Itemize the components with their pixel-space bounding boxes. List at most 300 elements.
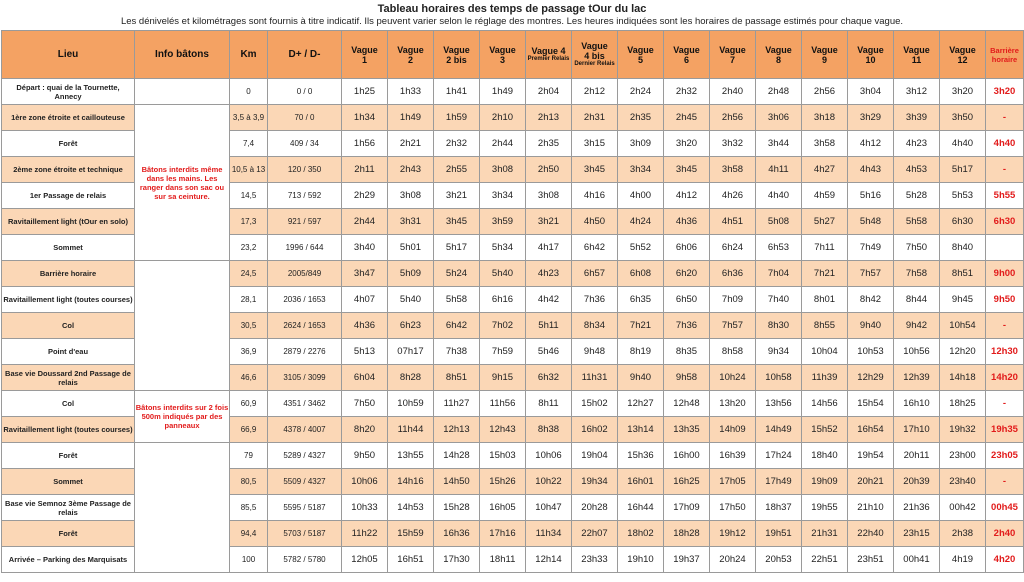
cell-time: 4h12	[664, 183, 710, 209]
cell-time: 6h30	[940, 209, 986, 235]
cell-time: 12h05	[342, 547, 388, 573]
cell-km: 79	[230, 443, 268, 469]
info-note-2: Bâtons interdits sur 2 fois 500m indiqués par des panneaux	[135, 391, 230, 443]
cell-time: 8h51	[940, 261, 986, 287]
cell-km: 23,2	[230, 235, 268, 261]
cell-time: 4h43	[848, 157, 894, 183]
cell-time: 17h50	[710, 495, 756, 521]
cell-time: 4h50	[572, 209, 618, 235]
cell-barrier: -	[986, 157, 1024, 183]
header-wave-number: 1	[361, 54, 367, 65]
table-row	[2, 443, 1024, 469]
cell-time: 16h25	[664, 469, 710, 495]
header-wave	[802, 31, 848, 79]
cell-time: 12h29	[848, 365, 894, 391]
header-barrier: Barrière horaire	[986, 31, 1024, 79]
cell-time: 1h56	[342, 131, 388, 157]
cell-time: 7h59	[480, 339, 526, 365]
cell-km: 66,9	[230, 417, 268, 443]
cell-dplus: 5703 / 5187	[268, 521, 342, 547]
cell-barrier: -	[986, 105, 1024, 131]
cell-time: 2h55	[434, 157, 480, 183]
cell-time: 3h44	[756, 131, 802, 157]
cell-time: 2h31	[572, 105, 618, 131]
cell-barrier: 9h50	[986, 287, 1024, 313]
cell-barrier: -	[986, 469, 1024, 495]
header-wave-label: Vague	[719, 44, 746, 55]
cell-time: 10h24	[710, 365, 756, 391]
cell-time: 22h40	[848, 521, 894, 547]
cell-time: 8h30	[756, 313, 802, 339]
cell-time: 6h20	[664, 261, 710, 287]
header-dplus: D+ / D-	[268, 31, 342, 79]
cell-time: 14h49	[756, 417, 802, 443]
cell-time: 12h27	[618, 391, 664, 417]
cell-lieu: 2ème zone étroite et technique	[2, 157, 135, 183]
cell-time: 10h33	[342, 495, 388, 521]
cell-time: 14h09	[710, 417, 756, 443]
cell-time: 6h32	[526, 365, 572, 391]
cell-time: 2h43	[388, 157, 434, 183]
header-wave-label: Vague	[351, 44, 378, 55]
cell-time: 8h35	[664, 339, 710, 365]
header-wave	[618, 31, 664, 79]
cell-lieu: 1er Passage de relais	[2, 183, 135, 209]
cell-time: 15h36	[618, 443, 664, 469]
cell-dplus: 5782 / 5780	[268, 547, 342, 573]
cell-time: 6h23	[388, 313, 434, 339]
cell-time: 13h55	[388, 443, 434, 469]
cell-time: 7h09	[710, 287, 756, 313]
cell-km: 36,9	[230, 339, 268, 365]
cell-km: 28,1	[230, 287, 268, 313]
table-row	[2, 391, 1024, 417]
cell-time: 6h04	[342, 365, 388, 391]
cell-km: 3,5 à 3,9	[230, 105, 268, 131]
header-wave	[848, 31, 894, 79]
cell-time: 5h17	[940, 157, 986, 183]
header-wave	[572, 31, 618, 79]
cell-time: 19h32	[940, 417, 986, 443]
cell-dplus: 120 / 350	[268, 157, 342, 183]
cell-time: 10h47	[526, 495, 572, 521]
cell-time: 4h11	[756, 157, 802, 183]
table-row	[2, 261, 1024, 287]
cell-time: 16h02	[572, 417, 618, 443]
cell-barrier: 14h20	[986, 365, 1024, 391]
cell-time: 5h48	[848, 209, 894, 235]
cell-time: 3h18	[802, 105, 848, 131]
cell-time: 4h12	[848, 131, 894, 157]
cell-time: 8h55	[802, 313, 848, 339]
header-wave	[894, 31, 940, 79]
cell-time: 4h51	[710, 209, 756, 235]
header-km: Km	[230, 31, 268, 79]
cell-time: 16h44	[618, 495, 664, 521]
cell-time: 3h47	[342, 261, 388, 287]
cell-time: 7h49	[848, 235, 894, 261]
info-note-empty	[135, 261, 230, 391]
cell-time: 3h32	[710, 131, 756, 157]
cell-time: 6h35	[618, 287, 664, 313]
cell-time: 11h39	[802, 365, 848, 391]
cell-time: 3h59	[480, 209, 526, 235]
cell-km: 14,5	[230, 183, 268, 209]
cell-time: 7h57	[848, 261, 894, 287]
cell-time: 2h04	[526, 79, 572, 105]
cell-lieu: Point d'eau	[2, 339, 135, 365]
cell-time: 13h35	[664, 417, 710, 443]
cell-time: 11h22	[342, 521, 388, 547]
cell-time: 17h24	[756, 443, 802, 469]
cell-dplus: 4378 / 4007	[268, 417, 342, 443]
cell-time: 5h58	[894, 209, 940, 235]
cell-time: 10h56	[894, 339, 940, 365]
cell-time: 8h19	[618, 339, 664, 365]
cell-time: 10h06	[526, 443, 572, 469]
cell-time: 1h33	[388, 79, 434, 105]
header-wave-number: 2	[407, 54, 413, 65]
cell-km: 60,9	[230, 391, 268, 417]
cell-time: 8h40	[940, 235, 986, 261]
header-wave-label: Vague 4	[531, 46, 566, 56]
cell-time: 15h52	[802, 417, 848, 443]
cell-barrier: -	[986, 313, 1024, 339]
cell-time: 14h18	[940, 365, 986, 391]
cell-time: 13h20	[710, 391, 756, 417]
header-wave-note: Dernier Relais	[574, 61, 615, 67]
cell-time: 4h42	[526, 287, 572, 313]
header-wave	[480, 31, 526, 79]
cell-time: 3h08	[388, 183, 434, 209]
cell-dplus: 70 / 0	[268, 105, 342, 131]
cell-time: 6h36	[710, 261, 756, 287]
cell-time: 17h30	[434, 547, 480, 573]
cell-time: 4h23	[894, 131, 940, 157]
cell-time: 9h40	[618, 365, 664, 391]
cell-time: 5h40	[480, 261, 526, 287]
cell-time: 10h53	[848, 339, 894, 365]
cell-barrier: 23h05	[986, 443, 1024, 469]
cell-time: 7h58	[894, 261, 940, 287]
cell-time: 11h31	[572, 365, 618, 391]
cell-time: 9h34	[756, 339, 802, 365]
cell-time: 4h59	[802, 183, 848, 209]
cell-time: 16h01	[618, 469, 664, 495]
cell-time: 4h36	[664, 209, 710, 235]
cell-time: 19h54	[848, 443, 894, 469]
cell-dplus: 2624 / 1653	[268, 313, 342, 339]
cell-time: 14h50	[434, 469, 480, 495]
cell-time: 2h56	[802, 79, 848, 105]
cell-lieu: Arrivée – Parking des Marquisats	[2, 547, 135, 573]
cell-time: 6h42	[434, 313, 480, 339]
cell-barrier: 2h40	[986, 521, 1024, 547]
cell-time: 6h53	[756, 235, 802, 261]
cell-time: 7h50	[342, 391, 388, 417]
cell-time: 14h53	[388, 495, 434, 521]
cell-time: 9h48	[572, 339, 618, 365]
header-wave-label: Vague	[673, 44, 700, 55]
cell-time: 3h08	[480, 157, 526, 183]
cell-time: 20h53	[756, 547, 802, 573]
cell-lieu: Col	[2, 391, 135, 417]
cell-time: 16h10	[894, 391, 940, 417]
cell-time: 7h57	[710, 313, 756, 339]
cell-time: 14h56	[802, 391, 848, 417]
header-wave-number: 4 bis	[584, 51, 605, 61]
info-note-empty	[135, 79, 230, 105]
cell-dplus: 1996 / 644	[268, 235, 342, 261]
cell-time: 2h50	[526, 157, 572, 183]
cell-time: 16h05	[480, 495, 526, 521]
cell-time: 18h37	[756, 495, 802, 521]
cell-time: 4h36	[342, 313, 388, 339]
cell-barrier: -	[986, 391, 1024, 417]
cell-dplus: 2005/849	[268, 261, 342, 287]
cell-time: 14h16	[388, 469, 434, 495]
cell-time: 18h40	[802, 443, 848, 469]
header-wave-label: Vague	[949, 44, 976, 55]
cell-time: 8h20	[342, 417, 388, 443]
cell-time: 3h58	[710, 157, 756, 183]
cell-barrier: 3h20	[986, 79, 1024, 105]
cell-time: 5h46	[526, 339, 572, 365]
cell-time: 3h45	[664, 157, 710, 183]
cell-dplus: 3105 / 3099	[268, 365, 342, 391]
header-wave-number: 6	[683, 54, 689, 65]
cell-time: 5h34	[480, 235, 526, 261]
cell-time: 21h10	[848, 495, 894, 521]
cell-time: 21h31	[802, 521, 848, 547]
cell-time: 5h52	[618, 235, 664, 261]
cell-time: 19h10	[618, 547, 664, 573]
cell-time: 3h40	[342, 235, 388, 261]
cell-time: 4h07	[342, 287, 388, 313]
cell-time: 6h57	[572, 261, 618, 287]
cell-time: 12h20	[940, 339, 986, 365]
cell-time: 7h21	[802, 261, 848, 287]
cell-time: 16h39	[710, 443, 756, 469]
cell-time: 12h48	[664, 391, 710, 417]
cell-time: 12h43	[480, 417, 526, 443]
cell-time: 4h00	[618, 183, 664, 209]
cell-time: 19h51	[756, 521, 802, 547]
cell-time: 15h59	[388, 521, 434, 547]
header-wave-label: Vague	[811, 44, 838, 55]
cell-lieu: Forêt	[2, 131, 135, 157]
cell-time: 22h51	[802, 547, 848, 573]
cell-time: 3h39	[894, 105, 940, 131]
cell-time: 20h21	[848, 469, 894, 495]
cell-time: 3h09	[618, 131, 664, 157]
cell-time: 16h51	[388, 547, 434, 573]
cell-dplus: 2879 / 2276	[268, 339, 342, 365]
cell-time: 7h36	[572, 287, 618, 313]
cell-time: 9h58	[664, 365, 710, 391]
cell-km: 100	[230, 547, 268, 573]
cell-time: 5h13	[342, 339, 388, 365]
cell-time: 23h33	[572, 547, 618, 573]
cell-time: 10h06	[342, 469, 388, 495]
cell-time: 2h48	[756, 79, 802, 105]
cell-time: 7h02	[480, 313, 526, 339]
cell-dplus: 5289 / 4327	[268, 443, 342, 469]
cell-time: 4h19	[940, 547, 986, 573]
cell-time: 19h12	[710, 521, 756, 547]
info-note-empty	[135, 443, 230, 573]
cell-time: 22h07	[572, 521, 618, 547]
cell-time: 1h25	[342, 79, 388, 105]
cell-time: 15h28	[434, 495, 480, 521]
cell-time: 19h37	[664, 547, 710, 573]
header-wave-number: 12	[957, 54, 968, 65]
cell-time: 7h50	[894, 235, 940, 261]
cell-time: 18h11	[480, 547, 526, 573]
cell-time: 5h58	[434, 287, 480, 313]
header-wave-number: 8	[775, 54, 781, 65]
cell-km: 7,4	[230, 131, 268, 157]
cell-time: 5h08	[756, 209, 802, 235]
cell-time: 2h13	[526, 105, 572, 131]
cell-dplus: 4351 / 3462	[268, 391, 342, 417]
cell-time: 4h23	[526, 261, 572, 287]
cell-time: 3h12	[894, 79, 940, 105]
cell-time: 6h50	[664, 287, 710, 313]
cell-time: 14h28	[434, 443, 480, 469]
cell-time: 10h58	[756, 365, 802, 391]
cell-time: 4h17	[526, 235, 572, 261]
cell-time: 3h34	[480, 183, 526, 209]
cell-km: 85,5	[230, 495, 268, 521]
page-title: Tableau horaires des temps de passage tOur du lac	[377, 3, 647, 15]
cell-time: 7h21	[618, 313, 664, 339]
cell-time: 6h24	[710, 235, 756, 261]
cell-time: 6h16	[480, 287, 526, 313]
cell-time: 18h25	[940, 391, 986, 417]
cell-time: 2h56	[710, 105, 756, 131]
header-wave-label: Vague	[765, 44, 792, 55]
header-wave-number: 5	[637, 54, 643, 65]
cell-time: 20h11	[894, 443, 940, 469]
cell-dplus: 5509 / 4327	[268, 469, 342, 495]
cell-time: 3h34	[618, 157, 664, 183]
cell-time: 16h00	[664, 443, 710, 469]
header-wave-label: Vague	[903, 44, 930, 55]
cell-time: 3h21	[434, 183, 480, 209]
cell-time: 5h16	[848, 183, 894, 209]
cell-time: 17h16	[480, 521, 526, 547]
cell-km: 17,3	[230, 209, 268, 235]
cell-km: 0	[230, 79, 268, 105]
cell-time: 11h56	[480, 391, 526, 417]
header-wave-number: 7	[729, 54, 735, 65]
cell-time: 00h42	[940, 495, 986, 521]
cell-lieu: Forêt	[2, 521, 135, 547]
cell-time: 8h11	[526, 391, 572, 417]
cell-time: 15h26	[480, 469, 526, 495]
cell-time: 3h08	[526, 183, 572, 209]
cell-time: 8h44	[894, 287, 940, 313]
cell-time: 15h02	[572, 391, 618, 417]
cell-dplus: 921 / 597	[268, 209, 342, 235]
cell-time: 4h26	[710, 183, 756, 209]
cell-barrier: 6h30	[986, 209, 1024, 235]
cell-time: 1h59	[434, 105, 480, 131]
cell-time: 2h35	[526, 131, 572, 157]
cell-time: 19h04	[572, 443, 618, 469]
cell-time: 4h16	[572, 183, 618, 209]
table-body	[2, 79, 1024, 573]
cell-time: 2h32	[434, 131, 480, 157]
cell-time: 3h21	[526, 209, 572, 235]
cell-time: 7h11	[802, 235, 848, 261]
cell-time: 8h28	[388, 365, 434, 391]
schedule-table	[1, 30, 1024, 573]
cell-time: 10h54	[940, 313, 986, 339]
cell-barrier: 5h55	[986, 183, 1024, 209]
cell-km: 30,5	[230, 313, 268, 339]
header-wave-number: 3	[499, 54, 505, 65]
cell-time: 3h15	[572, 131, 618, 157]
header-wave-label: Vague	[627, 44, 654, 55]
cell-time: 13h14	[618, 417, 664, 443]
cell-time: 3h31	[388, 209, 434, 235]
cell-time: 2h35	[618, 105, 664, 131]
cell-time: 5h09	[388, 261, 434, 287]
cell-time: 15h54	[848, 391, 894, 417]
cell-time: 5h01	[388, 235, 434, 261]
cell-time: 23h51	[848, 547, 894, 573]
cell-time: 3h20	[664, 131, 710, 157]
cell-time: 11h27	[434, 391, 480, 417]
cell-dplus: 2036 / 1653	[268, 287, 342, 313]
cell-time: 8h42	[848, 287, 894, 313]
cell-km: 24,5	[230, 261, 268, 287]
header-wave-label: Vague	[857, 44, 884, 55]
cell-time: 17h09	[664, 495, 710, 521]
cell-time: 2h29	[342, 183, 388, 209]
cell-time: 2h32	[664, 79, 710, 105]
cell-time: 17h05	[710, 469, 756, 495]
header-wave	[756, 31, 802, 79]
cell-time: 2h12	[572, 79, 618, 105]
cell-time: 4h40	[756, 183, 802, 209]
cell-time: 6h06	[664, 235, 710, 261]
cell-lieu: Forêt	[2, 443, 135, 469]
header-wave	[940, 31, 986, 79]
cell-time: 5h40	[388, 287, 434, 313]
header-wave-label: Vague	[489, 44, 516, 55]
header-info: Info bâtons	[135, 31, 230, 79]
cell-time: 19h09	[802, 469, 848, 495]
header-wave-note: Premier Relais	[527, 56, 570, 62]
cell-time: 5h24	[434, 261, 480, 287]
header-wave	[710, 31, 756, 79]
cell-lieu: Base vie Doussard 2nd Passage de relais	[2, 365, 135, 391]
cell-barrier: 12h30	[986, 339, 1024, 365]
cell-time: 7h36	[664, 313, 710, 339]
cell-time: 21h36	[894, 495, 940, 521]
cell-time: 07h17	[388, 339, 434, 365]
cell-time: 18h28	[664, 521, 710, 547]
cell-dplus: 713 / 592	[268, 183, 342, 209]
cell-time: 6h08	[618, 261, 664, 287]
cell-time: 2h45	[664, 105, 710, 131]
cell-km: 80,5	[230, 469, 268, 495]
cell-time: 2h38	[940, 521, 986, 547]
cell-barrier	[986, 235, 1024, 261]
